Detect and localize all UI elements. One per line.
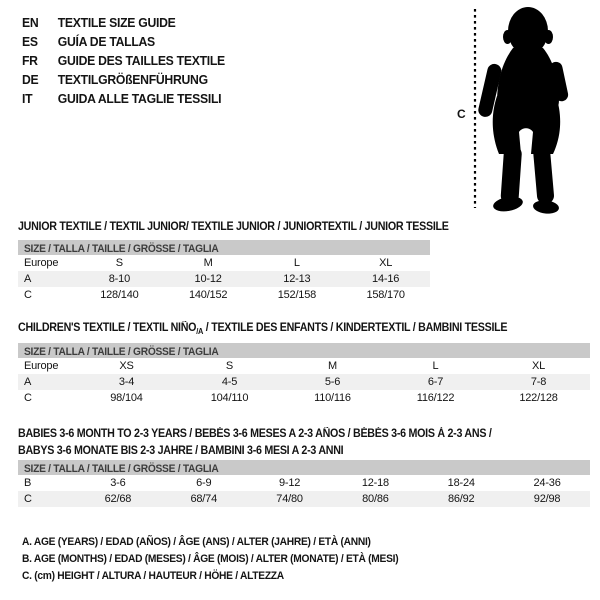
size-cell: 24-36	[533, 477, 561, 489]
size-cell: 9-12	[278, 477, 301, 489]
size-cell: 3-6	[110, 477, 126, 489]
note-height: C. (cm) HEIGHT / ALTURA / HAUTEUR / HÖHE / ALTEZZA	[22, 570, 284, 582]
table-row-age	[18, 374, 590, 390]
size-cell: 10-12	[194, 273, 222, 285]
lang-row-de	[22, 70, 225, 89]
lang-code: IT	[22, 91, 33, 106]
size-cell: 86/92	[447, 493, 475, 505]
size-cell: 62/68	[104, 493, 132, 505]
title-part: / TEXTILE DES ENFANTS / KINDERTEXTIL / BAMBINI TESSILE	[203, 322, 508, 334]
toddler-silhouette-icon	[450, 4, 600, 216]
size-cell: M	[203, 257, 213, 269]
size-cell: 4-5	[221, 376, 238, 388]
size-header-bar	[18, 240, 430, 255]
lang-row-es	[22, 32, 225, 51]
size-cell: 128/140	[100, 289, 139, 301]
lang-title: GUÍA DE TALLAS	[57, 34, 155, 49]
babies-table-title	[18, 426, 492, 460]
size-cell: 110/116	[314, 392, 351, 404]
lang-row-en	[22, 13, 225, 32]
note-age-years: A. AGE (YEARS) / EDAD (AÑOS) / ÂGE (ANS) / ALTER (JAHRE) / ETÀ (ANNI)	[22, 536, 371, 548]
table-row-age	[18, 271, 430, 287]
lang-title: GUIDE DES TAILLES TEXTILE	[57, 53, 225, 68]
size-cell: 14-16	[372, 273, 400, 285]
language-guide-block	[22, 13, 238, 108]
lang-code: ES	[22, 34, 38, 49]
size-cell: 6-7	[427, 376, 444, 388]
size-cell: M	[328, 360, 337, 372]
size-header-label: SIZE / TALLA / TAILLE / GRÖSSE / TAGLIA	[24, 243, 219, 255]
lang-code: FR	[22, 53, 38, 68]
row-label: A	[24, 273, 32, 285]
row-label: Europe	[24, 257, 59, 269]
lang-row-it	[22, 89, 225, 108]
lang-row-fr	[22, 51, 225, 70]
size-cell: 158/170	[366, 289, 405, 301]
title-line: BABYS 3-6 MONATE BIS 2-3 JAHRE / BAMBINI 3-6 MESI A 2-3 ANNI	[18, 445, 344, 457]
size-cell: 98/104	[110, 392, 143, 404]
size-cell: 104/110	[210, 392, 249, 404]
row-label: B	[24, 477, 32, 489]
row-label: Europe	[24, 360, 59, 372]
height-measure-label: C	[457, 107, 466, 121]
table-row-height	[18, 287, 430, 303]
lang-title: GUIDA ALLE TAGLIE TESSILI	[57, 91, 222, 106]
table-row-months	[18, 475, 590, 491]
title-part: CHILDREN'S TEXTILE / TEXTIL NIÑO	[18, 322, 197, 334]
size-cell: 140/152	[188, 289, 228, 301]
title-subscript: /A	[196, 326, 204, 336]
lang-code: EN	[22, 15, 39, 30]
size-cell: 68/74	[190, 493, 217, 505]
lang-title: TEXTILE SIZE GUIDE	[57, 15, 176, 30]
children-size-table	[18, 343, 590, 406]
row-label: C	[24, 289, 32, 301]
size-cell: 116/122	[416, 392, 455, 404]
row-label: C	[24, 493, 32, 505]
size-cell: 8-10	[108, 273, 130, 285]
babies-size-table	[18, 460, 590, 507]
lang-title: TEXTILGRÖßENFÜHRUNG	[57, 72, 208, 87]
junior-size-table	[18, 240, 430, 303]
size-cell: 5-6	[324, 376, 341, 388]
size-cell: XS	[119, 360, 134, 372]
size-cell: 7-8	[530, 376, 547, 388]
size-cell: S	[115, 257, 123, 269]
size-cell: L	[432, 360, 439, 372]
title-line: BABIES 3-6 MONTH TO 2-3 YEARS / BEBÉS 3-6 MESES A 2-3 AÑOS / BÉBÉS 3-6 MOIS À 2-3 ANS /	[18, 428, 492, 440]
size-cell: 18-24	[447, 477, 475, 489]
lang-code: DE	[22, 72, 39, 87]
size-cell: S	[225, 360, 234, 372]
junior-table-title: JUNIOR TEXTILE / TEXTIL JUNIOR/ TEXTILE JUNIOR / JUNIORTEXTIL / JUNIOR TESSILE	[18, 221, 449, 233]
size-cell: 6-9	[196, 477, 212, 489]
size-cell: 74/80	[276, 493, 303, 505]
size-cell: L	[293, 257, 300, 269]
size-header-label: SIZE / TALLA / TAILLE / GRÖSSE / TAGLIA	[24, 463, 219, 475]
size-cell: 12-18	[361, 477, 389, 489]
size-cell: XL	[531, 360, 546, 372]
size-cell: 3-4	[118, 376, 135, 388]
size-cell: 122/128	[519, 392, 558, 404]
size-cell: 152/158	[277, 289, 317, 301]
table-row-height	[18, 491, 590, 507]
table-row-height	[18, 390, 590, 406]
row-label: C	[24, 392, 32, 404]
size-cell: XL	[379, 257, 393, 269]
size-cell: 80/86	[362, 493, 389, 505]
children-table-title	[18, 320, 507, 337]
note-age-months: B. AGE (MONTHS) / EDAD (MESES) / ÂGE (MOIS) / ALTER (MONATE) / ETÀ (MESI)	[22, 553, 399, 565]
size-header-bar	[18, 460, 590, 475]
table-row-europe	[18, 255, 430, 271]
size-cell: 12-13	[283, 273, 311, 285]
size-header-label: SIZE / TALLA / TAILLE / GRÖSSE / TAGLIA	[24, 346, 219, 358]
row-label: A	[24, 376, 32, 388]
table-row-europe	[18, 358, 590, 374]
size-header-bar	[18, 343, 590, 358]
size-cell: 92/98	[533, 493, 561, 505]
